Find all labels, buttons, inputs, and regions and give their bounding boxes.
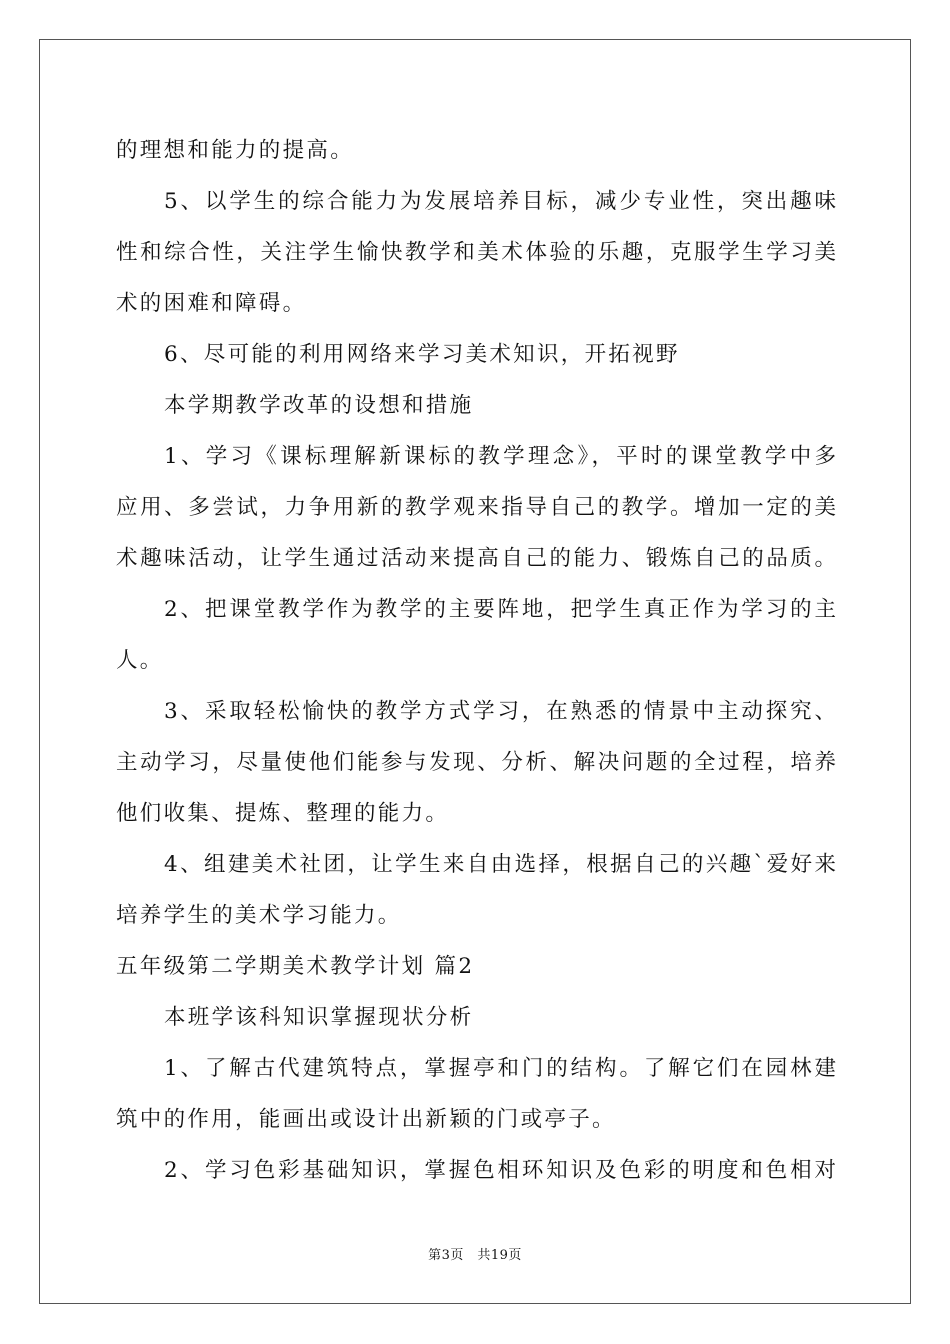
text-line: 他们收集、提炼、整理的能力。: [116, 801, 450, 826]
text-line: 人。: [116, 648, 164, 673]
text-line: 3、采取轻松愉快的教学方式学习，在熟悉的情景中主动探究、: [164, 699, 836, 724]
text-line: 1、学习《课标理解新课标的教学理念》，平时的课堂教学中多: [164, 444, 836, 469]
text-line: 5、以学生的综合能力为发展培养目标，减少专业性，突出趣味: [164, 189, 836, 214]
text-line: 2、把课堂教学作为教学的主要阵地，把学生真正作为学习的主: [164, 597, 836, 622]
text-line: 6、尽可能的利用网络来学习美术知识，开拓视野: [164, 342, 680, 367]
text-line: 主动学习，尽量使他们能参与发现、分析、解决问题的全过程，培养: [116, 750, 836, 775]
text-line: 2、学习色彩基础知识，掌握色相环知识及色彩的明度和色相对: [164, 1158, 836, 1183]
section-heading: 本学期教学改革的设想和措施: [164, 393, 474, 418]
text-line: 筑中的作用，能画出或设计出新颖的门或亭子。: [116, 1107, 616, 1132]
text-line: 应用、多尝试，力争用新的教学观来指导自己的教学。增加一定的美: [116, 495, 836, 520]
text-line: 1、了解古代建筑特点，掌握亭和门的结构。了解它们在园林建: [164, 1056, 836, 1081]
text-line: 的理想和能力的提高。: [116, 138, 355, 163]
section-heading: 本班学该科知识掌握现状分析: [164, 1005, 474, 1030]
text-line: 性和综合性，关注学生愉快教学和美术体验的乐趣，克服学生学习美: [116, 240, 836, 265]
page-number: 第3页 共19页: [428, 1248, 522, 1263]
text-line: 术趣味活动，让学生通过活动来提高自己的能力、锻炼自己的品质。: [116, 546, 836, 571]
document-heading: 五年级第二学期美术教学计划 篇2: [116, 954, 475, 979]
text-line: 术的困难和障碍。: [116, 291, 307, 316]
text-line: 培养学生的美术学习能力。: [116, 903, 402, 928]
text-line: 4、组建美术社团，让学生来自由选择，根据自己的兴趣`爱好来: [164, 852, 836, 877]
